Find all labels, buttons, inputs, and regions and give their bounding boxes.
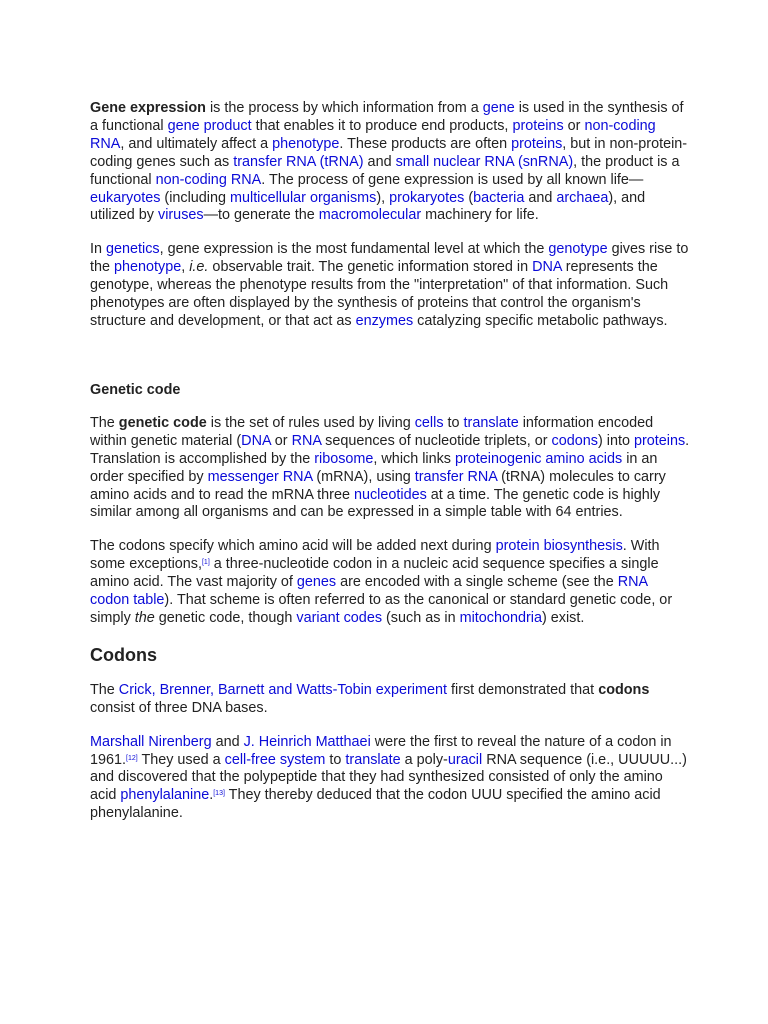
text: They used a xyxy=(137,751,225,768)
text: ), and utilized by xyxy=(90,189,646,224)
citation-13[interactable]: [13] xyxy=(213,790,225,798)
paragraph-nirenberg xyxy=(90,734,690,824)
link-eukaryotes[interactable]: eukaryotes xyxy=(90,189,161,206)
paragraph-genetic-code xyxy=(90,415,690,522)
link-gene-product[interactable]: gene product xyxy=(167,117,252,134)
text: or xyxy=(270,432,292,449)
paragraph-codons-specify xyxy=(90,538,690,628)
italic-ie: i.e. xyxy=(189,259,209,276)
italic-the: the xyxy=(134,609,155,626)
link-multicellular-organisms[interactable]: multicellular organisms xyxy=(230,189,377,206)
text: genetic code, though xyxy=(154,609,297,626)
text: —to generate the xyxy=(203,207,319,224)
link-crick-brenner-experiment[interactable]: Crick, Brenner, Barnett and Watts-Tobin experiment xyxy=(118,681,447,698)
link-proteinogenic-amino-acids[interactable]: proteinogenic amino acids xyxy=(455,450,623,467)
text: , the product is a functional xyxy=(90,153,680,188)
link-gene[interactable]: gene xyxy=(482,100,515,116)
heading-genetic-code: Genetic code xyxy=(90,381,181,398)
text: (including xyxy=(160,189,230,206)
heading-codons: Codons xyxy=(90,644,157,665)
text: or xyxy=(563,117,585,134)
text: The codons specify which amino acid will be added next during xyxy=(90,538,496,555)
link-proteins[interactable]: proteins xyxy=(512,117,564,134)
text: , xyxy=(181,259,190,276)
text: is the set of rules used by living xyxy=(206,414,415,431)
text: (mRNA), using xyxy=(312,468,415,485)
text: and xyxy=(363,153,396,170)
text: ( xyxy=(464,189,474,206)
text: a poly- xyxy=(400,751,448,768)
text: observable trait. The genetic information stored in xyxy=(208,259,533,276)
link-macromolecular[interactable]: macromolecular xyxy=(318,207,422,224)
link-viruses[interactable]: viruses xyxy=(158,207,204,224)
text: consist of three DNA bases. xyxy=(90,699,268,716)
link-archaea[interactable]: archaea xyxy=(556,189,609,206)
link-marshall-nirenberg[interactable]: Marshall Nirenberg xyxy=(90,733,212,750)
link-proteins-2[interactable]: proteins xyxy=(511,135,563,152)
link-dna-2[interactable]: DNA xyxy=(241,432,271,449)
link-mitochondria[interactable]: mitochondria xyxy=(459,609,542,626)
link-phenotype-2[interactable]: phenotype xyxy=(114,259,182,276)
text: (tRNA) molecules to carry amino acids and to read the mRNA three xyxy=(90,468,666,503)
text: In xyxy=(90,241,106,258)
bold-term-gene-expression: Gene expression xyxy=(90,100,206,116)
link-nucleotides[interactable]: nucleotides xyxy=(353,486,427,503)
link-phenotype[interactable]: phenotype xyxy=(272,135,340,152)
text: first demonstrated that xyxy=(447,681,599,698)
link-cell-free-system[interactable]: cell-free system xyxy=(224,751,326,768)
text: . With some exceptions, xyxy=(90,538,660,573)
link-genotype[interactable]: genotype xyxy=(548,241,608,258)
text: represents the genotype, whereas the phenotype results from the "interpretation" of that information. Such phenotypes are often displayed by the synthesis of proteins that control the organism's structure and development, or that act as xyxy=(90,259,669,329)
text: , and ultimately affect a xyxy=(120,135,273,152)
text: that enables it to produce end products, xyxy=(251,117,513,134)
link-ribosome[interactable]: ribosome xyxy=(314,450,374,467)
link-phenylalanine[interactable]: phenylalanine xyxy=(120,787,210,804)
text: is used in the synthesis of a functional xyxy=(90,100,684,134)
link-bacteria[interactable]: bacteria xyxy=(473,189,525,206)
text: to xyxy=(325,751,346,768)
section-spacer xyxy=(90,347,690,381)
link-transfer-rna-2[interactable]: transfer RNA xyxy=(414,468,498,485)
link-small-nuclear-rna[interactable]: small nuclear RNA (snRNA) xyxy=(395,153,574,170)
text: . These products are often xyxy=(339,135,512,152)
link-protein-biosynthesis[interactable]: protein biosynthesis xyxy=(495,538,623,555)
text: and xyxy=(211,733,244,750)
paragraph-genetics xyxy=(90,241,690,331)
text: The xyxy=(90,681,119,698)
text: (such as in xyxy=(382,609,460,626)
link-proteins-3[interactable]: proteins xyxy=(633,432,686,449)
text: ) exist. xyxy=(542,609,585,626)
link-rna-codon-table[interactable]: RNA codon table xyxy=(90,574,648,609)
link-genetics[interactable]: genetics xyxy=(106,241,160,258)
link-genes[interactable]: genes xyxy=(296,574,337,591)
link-variant-codes[interactable]: variant codes xyxy=(296,609,383,626)
text: , gene expression is the most fundamental level at which the xyxy=(159,241,549,258)
link-translate-2[interactable]: translate xyxy=(345,751,401,768)
text: ), xyxy=(376,189,390,206)
paragraph-gene-expression xyxy=(90,100,690,225)
link-codons[interactable]: codons xyxy=(551,432,598,449)
link-uracil[interactable]: uracil xyxy=(447,751,483,768)
link-non-coding-rna-2[interactable]: non-coding RNA xyxy=(155,171,262,188)
citation-1[interactable]: [1] xyxy=(201,559,210,567)
text: and xyxy=(524,189,557,206)
text: gives rise to the xyxy=(90,241,689,276)
link-dna[interactable]: DNA xyxy=(532,259,562,276)
article-body xyxy=(90,100,690,839)
text: sequences of nucleotide triplets, or xyxy=(321,432,552,449)
text: RNA sequence (i.e., UUUUU...) and discovered that the polypeptide that they had synthesized consisted of only the amino acid xyxy=(90,751,687,804)
link-cells[interactable]: cells xyxy=(414,414,444,431)
text: are encoded with a single scheme (see the xyxy=(336,574,618,591)
text: ) into xyxy=(597,432,634,449)
link-transfer-rna[interactable]: transfer RNA (tRNA) xyxy=(233,153,364,170)
text: at a time. The genetic code is highly similar among all organisms and can be expressed in a simple table with 64 entries. xyxy=(90,486,661,521)
text: were the first to reveal the nature of a codon in 1961. xyxy=(90,733,672,768)
link-heinrich-matthaei[interactable]: J. Heinrich Matthaei xyxy=(243,733,371,750)
link-enzymes[interactable]: enzymes xyxy=(355,312,414,329)
text: catalyzing specific metabolic pathways. xyxy=(413,312,668,329)
link-prokaryotes[interactable]: prokaryotes xyxy=(389,189,465,206)
text: . xyxy=(209,787,214,804)
paragraph-crick-experiment xyxy=(90,682,690,718)
text: is the process by which information from a xyxy=(205,100,483,116)
text: , but in non-protein-coding genes such as xyxy=(90,135,688,170)
link-non-coding-rna[interactable]: non-coding RNA xyxy=(90,117,656,152)
text: to xyxy=(443,414,464,431)
link-translate[interactable]: translate xyxy=(463,414,519,431)
text: . The process of gene expression is used by all known life— xyxy=(261,171,644,188)
text: ). That scheme is often referred to as the canonical or standard genetic code, or simply xyxy=(90,592,673,626)
bold-term-genetic-code: genetic code xyxy=(118,414,207,431)
text: machinery for life. xyxy=(421,207,539,224)
text: . Translation is accomplished by the xyxy=(90,432,690,467)
citation-12[interactable]: [12] xyxy=(126,754,138,762)
text: a three-nucleotide codon in a nucleic acid sequence specifies a single amino acid. The vast majority of xyxy=(90,556,659,591)
text: The xyxy=(90,414,119,431)
text: information encoded within genetic material ( xyxy=(90,414,654,449)
text: in an order specified by xyxy=(90,450,658,485)
bold-term-codons: codons xyxy=(598,681,650,698)
link-rna[interactable]: RNA xyxy=(291,432,322,449)
text: They thereby deduced that the codon UUU specified the amino acid phenylalanine. xyxy=(90,787,661,822)
text: , which links xyxy=(373,450,455,467)
link-messenger-rna[interactable]: messenger RNA xyxy=(207,468,313,485)
